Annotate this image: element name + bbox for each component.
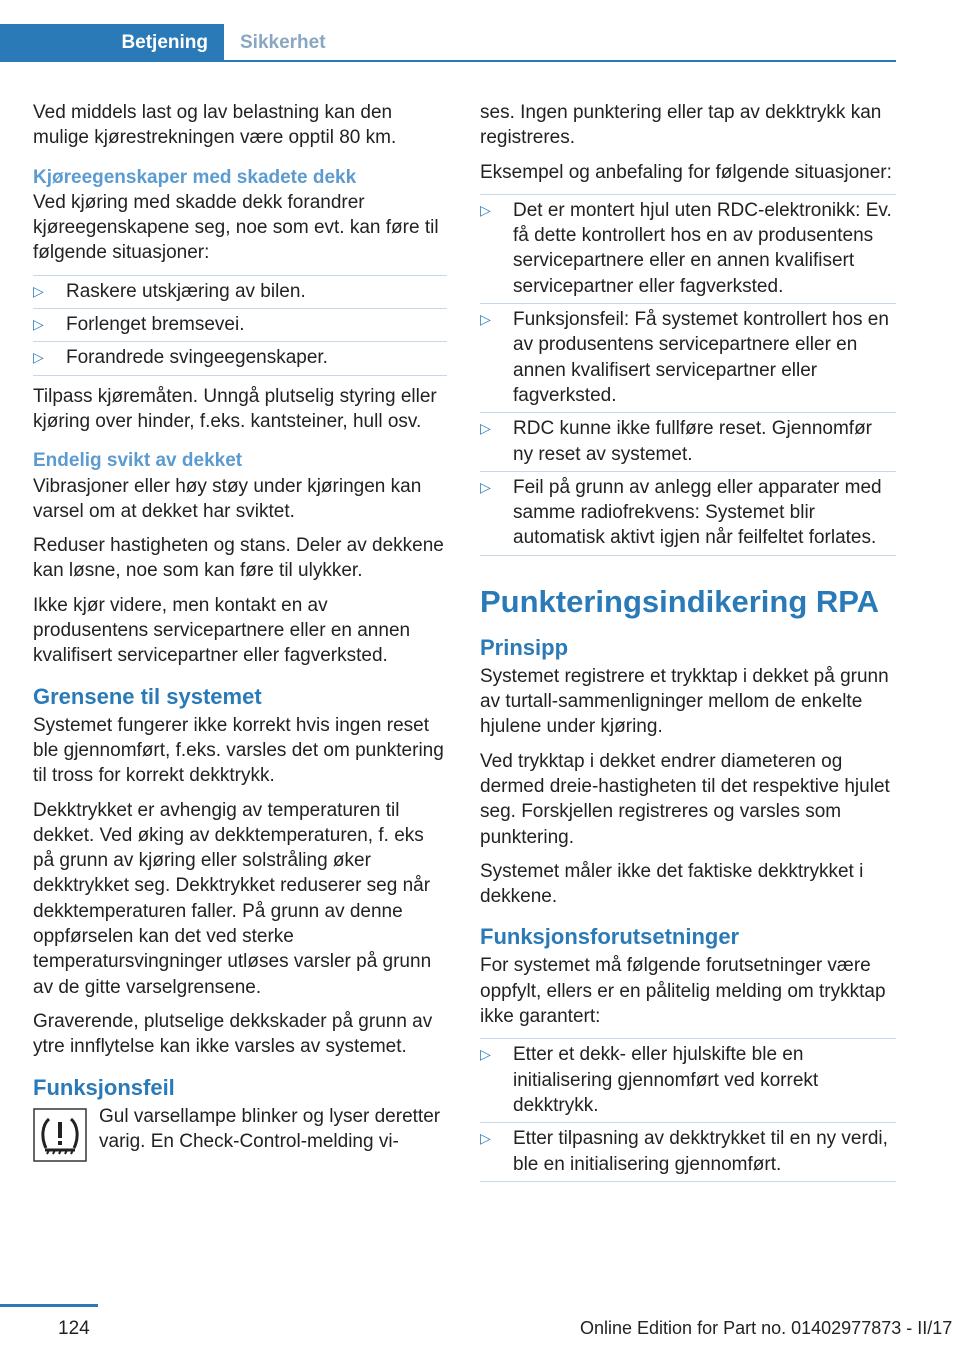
paragraph: Systemet fungerer ikke korrekt hvis ingen reset ble gjennomført, f.eks. varsles det om punktering til tross for korrekt dekktrykk.: [33, 714, 444, 787]
list-item: ▷ RDC kunne ikke fullføre reset. Gjennomfør ny reset av systemet.: [480, 413, 896, 472]
paragraph: For systemet må følgende forutsetninger være oppfylt, ellers er en pålitelig melding om trykktap ikke garantert:: [480, 955, 886, 1028]
tab-rule: [0, 60, 896, 62]
triangle-bullet-icon: ▷: [33, 282, 44, 299]
list-item: ▷ Feil på grunn av anlegg eller apparater med samme radiofrekvens: Systemet blir automatisk aktivt igjen når feilfeltet forlates.: [480, 472, 896, 556]
paragraph: Vibrasjoner eller høy støy under kjøringen kan varsel om at dekket har sviktet.: [33, 475, 422, 522]
page-number: 124: [58, 1318, 90, 1339]
heading-prerequisites: Funksjonsforutsetninger: [480, 924, 740, 950]
subheading-damaged-tyres: Kjøreegenskaper med skadete dekk: [33, 166, 357, 188]
list-item: ▷ Funksjonsfeil: Få systemet kontrollert hos en av produsentens servicepartnere eller en annen kvalifisert servicepartner eller fagverksted.: [480, 304, 896, 413]
edition-note: Online Edition for Part no. 01402977873 - II/17: [580, 1318, 953, 1338]
paragraph: Dekktrykket er avhengig av temperaturen til dekket. Ved øking av dekktemperaturen, f. eks på grunn av kjøring eller solstråling øker dekktrykket seg. Dekktrykket reduserer seg når dekktemperaturen faller. På grunn av denne oppførselen kan det ved sterke temperatursvingninger utløses varsler på grunn av de gitte varselgrensene.: [33, 799, 432, 998]
list-item: ▷ Forandrede svingeegenskaper.: [33, 342, 447, 375]
triangle-bullet-icon: ▷: [480, 478, 491, 495]
triangle-bullet-icon: ▷: [33, 316, 44, 333]
tire-pressure-warning-icon: [33, 1108, 87, 1162]
list-situations: [480, 194, 896, 556]
left-column: [33, 100, 447, 1163]
list-item: ▷ Raskere utskjæring av bilen.: [33, 275, 447, 309]
list-prerequisites: [480, 1038, 896, 1181]
list-item: ▷ Det er montert hjul uten RDC-elektronikk: Ev. få dette kontrollert hos en av produsentens servicepartnere eller en annen kvalifisert servicepartner eller fagverksted.: [480, 194, 896, 304]
paragraph: Ikke kjør videre, men kontakt en av produsentens servicepartnere eller en annen kvalifisert servicepartner eller fagverksted.: [33, 594, 411, 667]
triangle-bullet-icon: ▷: [480, 1130, 491, 1147]
triangle-bullet-icon: ▷: [480, 1046, 491, 1063]
list-consequences: [33, 275, 447, 376]
paragraph: Reduser hastigheten og stans. Deler av dekkene kan løsne, noe som kan føre til ulykker.: [33, 535, 444, 582]
triangle-bullet-icon: ▷: [480, 201, 491, 218]
heading-system-limits: Grensene til systemet: [33, 683, 262, 709]
paragraph: ses. Ingen punktering eller tap av dekktrykk kan registreres.: [480, 102, 882, 149]
triangle-bullet-icon: ▷: [33, 349, 44, 366]
list-item: ▷ Forlenget bremsevei.: [33, 309, 447, 342]
paragraph: Systemet måler ikke det faktiske dekktrykket i dekkene.: [480, 860, 864, 908]
list-item: ▷ Etter et dekk- eller hjulskifte ble en initialisering gjennomført ved korrekt dekktrykk.: [480, 1038, 896, 1123]
paragraph: Graverende, plutselige dekkskader på grunn av ytre innflytelse kan ikke varsles av systemet.: [33, 1010, 433, 1058]
footer-rule: [0, 1304, 98, 1307]
paragraph: Systemet registrere et trykktap i dekket på grunn av turtall-sammenligninger mellom de enkelte hjulene under kjøring.: [480, 665, 889, 738]
tab-bar: [0, 24, 896, 62]
list-item: ▷ Etter tilpasning av dekktrykket til en ny verdi, ble en initialisering gjennomført.: [480, 1123, 896, 1182]
paragraph: Tilpass kjøremåten. Unngå plutselig styring eller kjøring over hinder, f.eks. kantsteiner, hull osv.: [33, 385, 437, 432]
heading-rpa: Punkteringsindikering RPA: [480, 583, 880, 619]
heading-malfunction: Funksjonsfeil: [33, 1074, 175, 1100]
paragraph: Eksempel og anbefaling for følgende situasjoner:: [480, 161, 892, 183]
malfunction-note: [33, 1104, 447, 1164]
triangle-bullet-icon: ▷: [480, 420, 491, 437]
subheading-tyre-failure: Endelig svikt av dekket: [33, 450, 243, 472]
paragraph: Gul varsellampe blinker og lyser deretter varig. En Check-Control-melding vi-: [99, 1105, 441, 1152]
right-column: [480, 100, 896, 1190]
tab-betjening[interactable]: Betjening: [0, 24, 224, 62]
paragraph: Ved kjøring med skadde dekk forandrer kjøreegenskapene seg, noe som evt. kan føre til følgende situasjoner:: [33, 191, 439, 264]
heading-principle: Prinsipp: [480, 634, 569, 660]
triangle-bullet-icon: ▷: [480, 311, 491, 328]
paragraph: Ved trykktap i dekket endrer diameteren og dermed dreie-hastigheten til det respektive hjulet seg. Forskjellen registreres og varsles som punktering.: [480, 750, 890, 848]
paragraph: Ved middels last og lav belastning kan den mulige kjørestrekningen være opptil 80 km.: [33, 102, 397, 149]
tab-sikkerhet[interactable]: Sikkerhet: [240, 32, 326, 53]
